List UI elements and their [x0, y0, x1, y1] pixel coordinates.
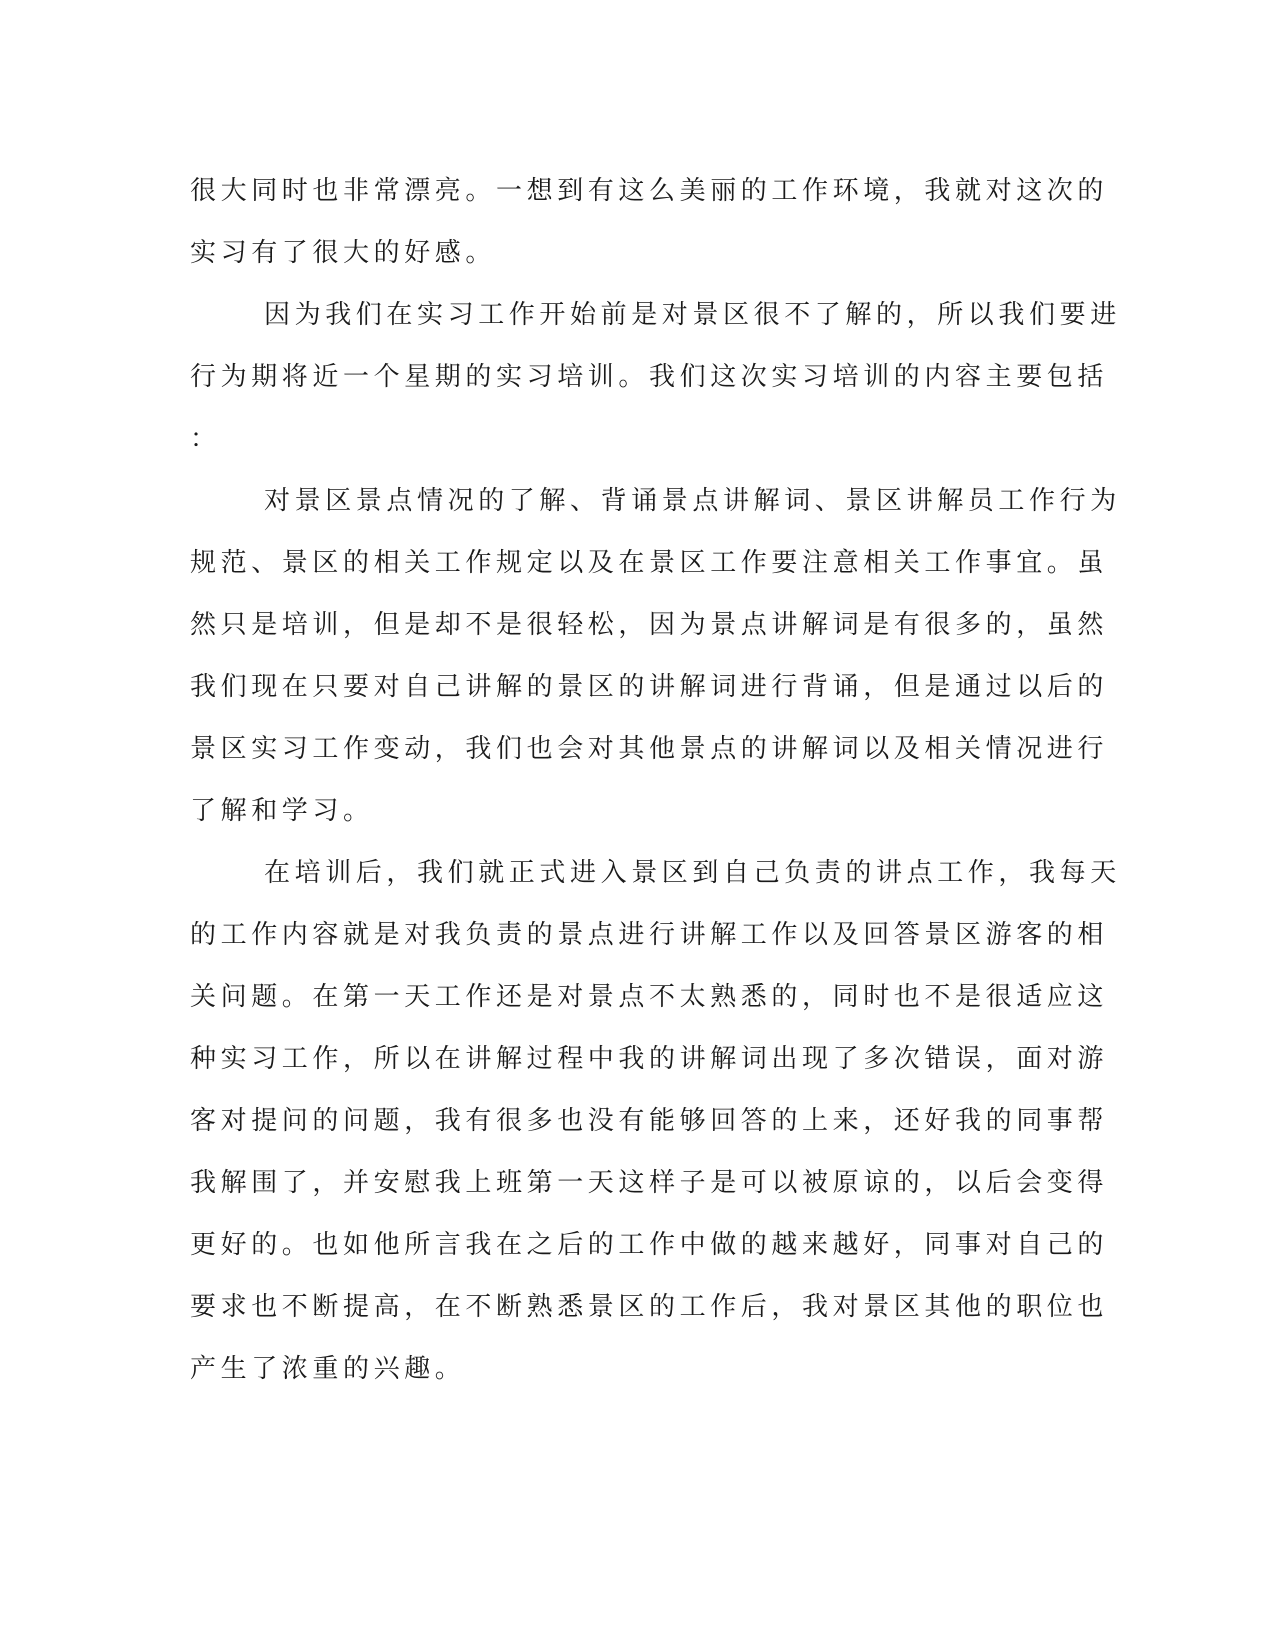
- paragraph-1: [190, 160, 1109, 284]
- text-line: 然只是培训，但是却不是很轻松，因为景点讲解词是有很多的，虽然: [190, 610, 1109, 640]
- text-line: 了解和学习。: [190, 796, 374, 826]
- paragraph-2: [190, 284, 1121, 470]
- document-body: [190, 160, 1121, 1400]
- text-line: 我们现在只要对自己讲解的景区的讲解词进行背诵，但是通过以后的: [190, 672, 1109, 702]
- text-line: 要求也不断提高，在不断熟悉景区的工作后，我对景区其他的职位也: [190, 1292, 1109, 1322]
- text-line: 更好的。也如他所言我在之后的工作中做的越来越好，同事对自己的: [190, 1230, 1109, 1260]
- text-line: 产生了浓重的兴趣。: [190, 1354, 466, 1384]
- text-line: ：: [190, 424, 221, 454]
- text-line: 实习有了很大的好感。: [190, 238, 497, 268]
- text-line: 种实习工作，所以在讲解过程中我的讲解词出现了多次错误，面对游: [190, 1044, 1109, 1074]
- paragraph-4: [190, 842, 1121, 1400]
- text-line: 很大同时也非常漂亮。一想到有这么美丽的工作环境，我就对这次的: [190, 176, 1109, 206]
- text-line: 行为期将近一个星期的实习培训。我们这次实习培训的内容主要包括: [190, 362, 1109, 392]
- text-line: 因为我们在实习工作开始前是对景区很不了解的，所以我们要进: [264, 300, 1121, 330]
- text-line: 客对提问的问题，我有很多也没有能够回答的上来，还好我的同事帮: [190, 1106, 1109, 1136]
- text-line: 景区实习工作变动，我们也会对其他景点的讲解词以及相关情况进行: [190, 734, 1109, 764]
- text-line: 关问题。在第一天工作还是对景点不太熟悉的，同时也不是很适应这: [190, 982, 1109, 1012]
- text-line: 的工作内容就是对我负责的景点进行讲解工作以及回答景区游客的相: [190, 920, 1109, 950]
- paragraph-3: [190, 470, 1121, 842]
- text-line: 我解围了，并安慰我上班第一天这样子是可以被原谅的，以后会变得: [190, 1168, 1109, 1198]
- text-line: 在培训后，我们就正式进入景区到自己负责的讲点工作，我每天: [264, 858, 1121, 888]
- text-line: 规范、景区的相关工作规定以及在景区工作要注意相关工作事宜。虽: [190, 548, 1109, 578]
- text-line: 对景区景点情况的了解、背诵景点讲解词、景区讲解员工作行为: [264, 486, 1121, 516]
